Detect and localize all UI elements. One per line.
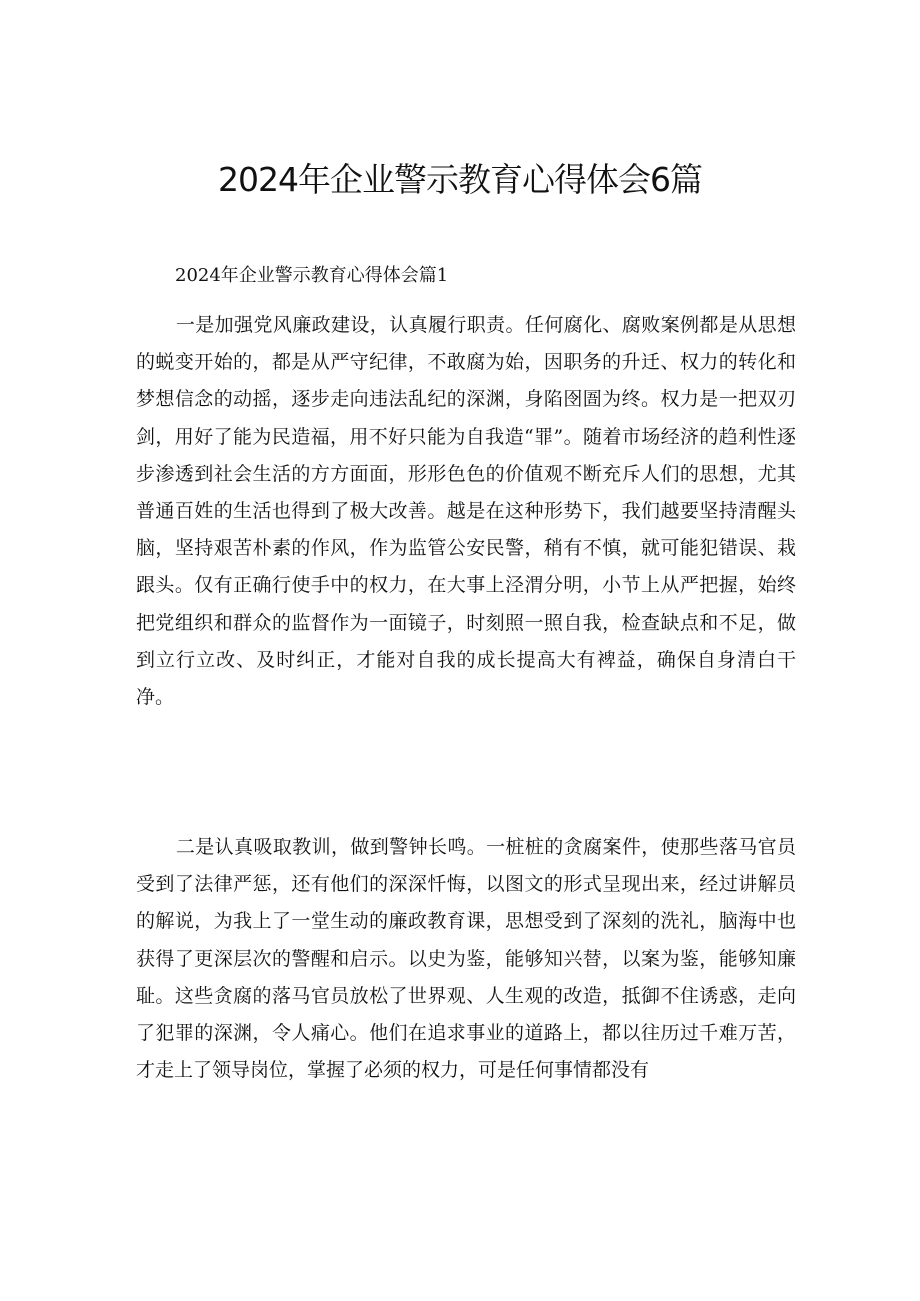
section-heading: 2024年企业警示教育心得体会篇1 (175, 265, 449, 286)
body-paragraph-2: 二是认真吸取教训，做到警钟长鸣。一桩桩的贪腐案件，使那些落马官员受到了法律严惩，还有他们的深深忏悔，以图文的形式呈现出来，经过讲解员的解说，为我上了一堂生动的廉政教育课，思想受到了深刻的洗礼，脑海中也获得了更深层次的警醒和启示。以史为鉴，能够知兴替，以案为鉴，能够知廉耻。这些贪腐的落马官员放松了世界观、人生观的改造，抵御不住诱惑，走向了犯罪的深渊，令人痛心。他们在追求事业的道路上，都以往历过千难万苦，才走上了领导岗位，掌握了必须的权力，可是任何事情都没有 (136, 836, 796, 1082)
body-paragraph-1: 一是加强党风廉政建设，认真履行职责。任何腐化、腐败案例都是从思想的蜕变开始的，都是从严守纪律，不敢腐为始，因职务的升迁、权力的转化和梦想信念的动摇，逐步走向违法乱纪的深渊，身陷囹圄为终。权力是一把双刃剑，用好了能为民造福，用不好只能为自我造“罪”。随着市场经济的趋利性逐步渗透到社会生活的方方面面，形形色色的价值观不断充斥人们的思想，尤其普通百姓的生活也得到了极大改善。越是在这种形势下，我们越要坚持清醒头脑，坚持艰苦朴素的作风，作为监管公安民警，稍有不慎，就可能犯错误、栽跟头。仅有正确行使手中的权力，在大事上泾渭分明，小节上从严把握，始终把党组织和群众的监督作为一面镜子，时刻照一照自我，检查缺点和不足，做到立行立改、及时纠正，才能对自我的成长提高大有裨益，确保自身清白干净。 (136, 314, 796, 709)
document-title: 2024年企业警示教育心得体会6篇 (218, 160, 702, 199)
